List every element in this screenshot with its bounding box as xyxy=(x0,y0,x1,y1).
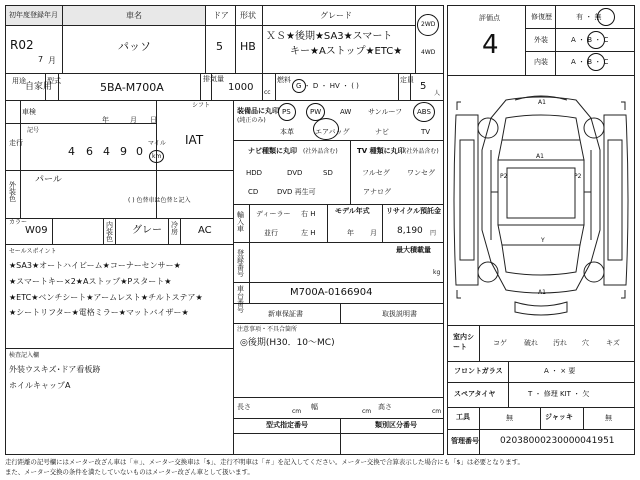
equip-leather: 本革 xyxy=(280,128,294,136)
recycle-unit: 円 xyxy=(430,230,437,237)
seat-opt: コゲ xyxy=(493,339,507,347)
repair-options: 有 ・ 無 xyxy=(576,13,602,21)
unit-mile: マイル xyxy=(148,140,166,147)
category-label: 類別区分番号 xyxy=(375,421,417,429)
tv-analog: アナログ xyxy=(363,188,391,196)
displacement-value: 1000 xyxy=(228,82,254,93)
capacity-label: 定員 xyxy=(400,76,414,84)
grade-label: グレード xyxy=(320,11,352,20)
chassis-value: M700A-0166904 xyxy=(290,287,373,298)
interior-color-value: グレー xyxy=(132,225,162,236)
notes-title: 注意事項・不具合箇所 xyxy=(237,326,298,333)
digit: 9 xyxy=(120,145,127,158)
navi-dvd-play: DVD 再生可 xyxy=(277,188,316,196)
purpose-label: 用途 xyxy=(12,77,26,85)
glass-options: A ・ × 要 xyxy=(544,367,576,375)
notes-value: ◎後期(H30．10〜MC) xyxy=(240,338,335,348)
model-label: 型式 xyxy=(47,77,61,85)
equip-airbag: エアバッグ xyxy=(315,128,350,136)
shift-label: シフト xyxy=(192,102,211,109)
interior-grade-options: A ・ B ・ C xyxy=(571,58,609,66)
tool-label: 工具 xyxy=(456,413,470,421)
exterior-value: パール xyxy=(35,175,62,185)
tv-title-sub: (社外品含む) xyxy=(404,148,439,155)
jack-value: 無 xyxy=(605,414,612,422)
grade-line-2: キー★Aストップ★ETC★ xyxy=(290,46,403,57)
digit: 6 xyxy=(86,145,93,158)
equipment-label: 装備品に丸印 xyxy=(237,107,279,115)
score-value: 4 xyxy=(482,30,499,60)
doors-label: ドア xyxy=(213,11,229,20)
car-name: パッソ xyxy=(118,40,151,53)
car-name-label: 車名 xyxy=(126,11,142,20)
unit-km: km xyxy=(152,153,162,160)
shape-label: 形状 xyxy=(240,11,256,20)
import-left: 左 H xyxy=(301,229,316,237)
warranty-new-car: 新車保証書 xyxy=(268,310,303,318)
navi-title-sub: (社外品含む) xyxy=(303,148,338,155)
displacement-label: 排気量 xyxy=(203,75,224,83)
purpose-value: 自家用 xyxy=(25,82,53,92)
seat-opt: 汚れ xyxy=(553,339,567,347)
cc-unit: cc xyxy=(264,89,271,96)
inspector-line-2: ホイルキャップA xyxy=(9,381,71,390)
dim-width-unit: cm xyxy=(362,408,372,415)
model-year-unit: 年 xyxy=(347,229,354,237)
exterior-grade-options: A ・ B ・ C xyxy=(571,36,609,44)
repair-circle xyxy=(597,8,615,26)
ac-value: AC xyxy=(198,225,212,236)
import-dealer: ディーラー xyxy=(256,210,291,218)
mgmt-value: 02038000230000041951 xyxy=(500,436,615,446)
dim-height-unit: cm xyxy=(432,408,442,415)
mark-y: Y xyxy=(541,237,545,244)
recycle-label: リサイクル預託金 xyxy=(386,207,442,215)
mark-a1: A1 xyxy=(536,153,544,160)
tool-value: 無 xyxy=(506,414,513,422)
sales-points-title: セールスポイント xyxy=(9,248,57,255)
glass-label: フロントガラス xyxy=(454,367,503,375)
exterior-note: ( ) 色替車は色替と記入 xyxy=(128,197,191,204)
dim-length-unit: cm xyxy=(292,408,302,415)
mark-a1: A1 xyxy=(538,289,546,296)
seat-label: 室内シート xyxy=(453,333,474,351)
tv-title: TV 種類に丸印 xyxy=(357,147,405,155)
jack-label: ジャッキ xyxy=(545,413,573,421)
exterior-grade-label: 外装 xyxy=(534,36,548,44)
equip-navi: ナビ xyxy=(375,128,389,136)
inspection-label: 車検 xyxy=(22,108,36,116)
navi-sd: SD xyxy=(323,169,333,177)
model-month-unit: 月 xyxy=(370,229,377,237)
sales-point-line: ★シートリフター★電格ミラー★マットバイザー★ xyxy=(9,308,189,317)
navi-hdd: HDD xyxy=(246,169,263,177)
shape-value: HB xyxy=(240,40,256,53)
color-code-value: W09 xyxy=(25,225,48,236)
digit: 4 xyxy=(68,145,75,158)
grade-line-1: ＸＳ★後期★SA3★スマート xyxy=(266,31,393,42)
digit: 0 xyxy=(136,145,143,158)
warranty-manual: 取扱説明書 xyxy=(382,310,417,318)
equip-pw: PW xyxy=(310,108,322,116)
mark-p2: P2 xyxy=(574,173,582,180)
equip-tv: TV xyxy=(421,128,431,136)
equip-abs: ABS xyxy=(417,108,431,116)
ac-label: 冷房 xyxy=(171,221,178,236)
fuel-options: G ・ D ・ HV ・ ( ) xyxy=(296,82,359,90)
registration-label: 登録番号 xyxy=(237,249,244,278)
repair-label: 修復歴 xyxy=(531,13,552,21)
dim-height-label: 高さ xyxy=(378,403,392,411)
drive-2wd: 2WD xyxy=(421,21,436,28)
interior-grade-label: 内装 xyxy=(534,58,548,66)
model-value: 5BA-M700A xyxy=(100,81,164,94)
reg-date-label: 初年度登録年月 xyxy=(9,11,58,19)
person-unit: 人 xyxy=(434,90,441,97)
month-unit: 月 xyxy=(48,56,56,65)
mark-p2: P2 xyxy=(500,173,508,180)
navi-cd: CD xyxy=(248,188,259,196)
inspector-line-1: 外装ウスキズ･ドア看板跡 xyxy=(9,365,101,374)
inspector-title: 検査記入欄 xyxy=(9,352,40,359)
dim-width-label: 幅 xyxy=(311,403,318,411)
sales-point-line: ★スマートキー×2★Aストップ★Pスタート★ xyxy=(9,277,172,286)
seat-opt: 穴 xyxy=(582,339,589,347)
exterior-grade-circle xyxy=(587,31,605,49)
inspection-day: 日 xyxy=(150,116,157,124)
max-load-label: 最大積載量 xyxy=(396,246,431,254)
sales-point-line: ★ETC★ベンチシート★アームレスト★チルトステア★ xyxy=(9,293,203,302)
spare-options: T ・ 修理 KIT ・ 欠 xyxy=(528,390,590,398)
reg-era: R02 xyxy=(10,38,34,52)
doors-value: 5 xyxy=(216,40,223,53)
mileage-label: 走行 xyxy=(9,139,23,147)
drive-4wd: 4WD xyxy=(421,49,436,56)
import-parallel: 並行 xyxy=(264,229,278,237)
inspection-year: 年 xyxy=(102,116,109,124)
seat-opt: 破れ xyxy=(524,339,538,347)
equip-aw: AW xyxy=(340,108,352,116)
equip-sunroof: サンルーフ xyxy=(368,108,403,116)
shift-value: IAT xyxy=(185,133,204,147)
mark-a1: A1 xyxy=(538,99,546,106)
color-code-label: カラー xyxy=(9,219,28,226)
reg-month: 7 xyxy=(38,55,44,64)
sales-point-line: ★SA3★オートハイビーム★コーナーセンサー★ xyxy=(9,261,181,270)
dim-length-label: 長さ xyxy=(237,403,251,411)
digit: 4 xyxy=(103,145,110,158)
interior-grade-circle xyxy=(587,53,605,71)
equip-ps: PS xyxy=(282,108,291,116)
model-year-label: モデル年式 xyxy=(335,207,370,215)
equipment-sub: (純正のみ) xyxy=(237,117,266,124)
interior-color-label: 内装色 xyxy=(106,221,113,243)
navi-title: ナビ種類に丸印 xyxy=(248,147,297,155)
footer-line-2: また、メーター交換の条件を満たしていないものはメーター改ざん車として扱います。 xyxy=(5,468,254,476)
mgmt-label: 管理番号 xyxy=(451,437,479,445)
inspection-month: 月 xyxy=(130,116,137,124)
recycle-value: 8,190 xyxy=(397,226,423,236)
import-right: 右 H xyxy=(301,210,316,218)
spare-label: スペアタイヤ xyxy=(454,390,496,398)
max-load-unit: kg xyxy=(433,269,441,276)
tv-fullseg: フルセグ xyxy=(362,169,390,177)
mileage-note: 記号 xyxy=(27,127,40,134)
fuel-label: 燃料 xyxy=(277,76,291,84)
import-label: 輸入車 xyxy=(237,211,244,233)
type-spec-label: 型式指定番号 xyxy=(266,421,308,429)
seat-opt: キズ xyxy=(606,339,620,347)
exterior-label: 外装色 xyxy=(9,181,16,203)
footer-line-1: 走行距離の記号欄にはメーター改ざん車は「＊」、メーター交換車は「$」、走行不明車は「＃」を記入してください。メーター交換で合算表示した場合にも「$」は必要となります。 xyxy=(5,458,524,466)
chassis-label: 車台番号 xyxy=(237,285,244,314)
tv-oneseg: ワンセグ xyxy=(407,169,435,177)
score-label: 評価点 xyxy=(479,14,500,22)
navi-dvd: DVD xyxy=(287,169,303,177)
capacity-value: 5 xyxy=(420,81,427,92)
